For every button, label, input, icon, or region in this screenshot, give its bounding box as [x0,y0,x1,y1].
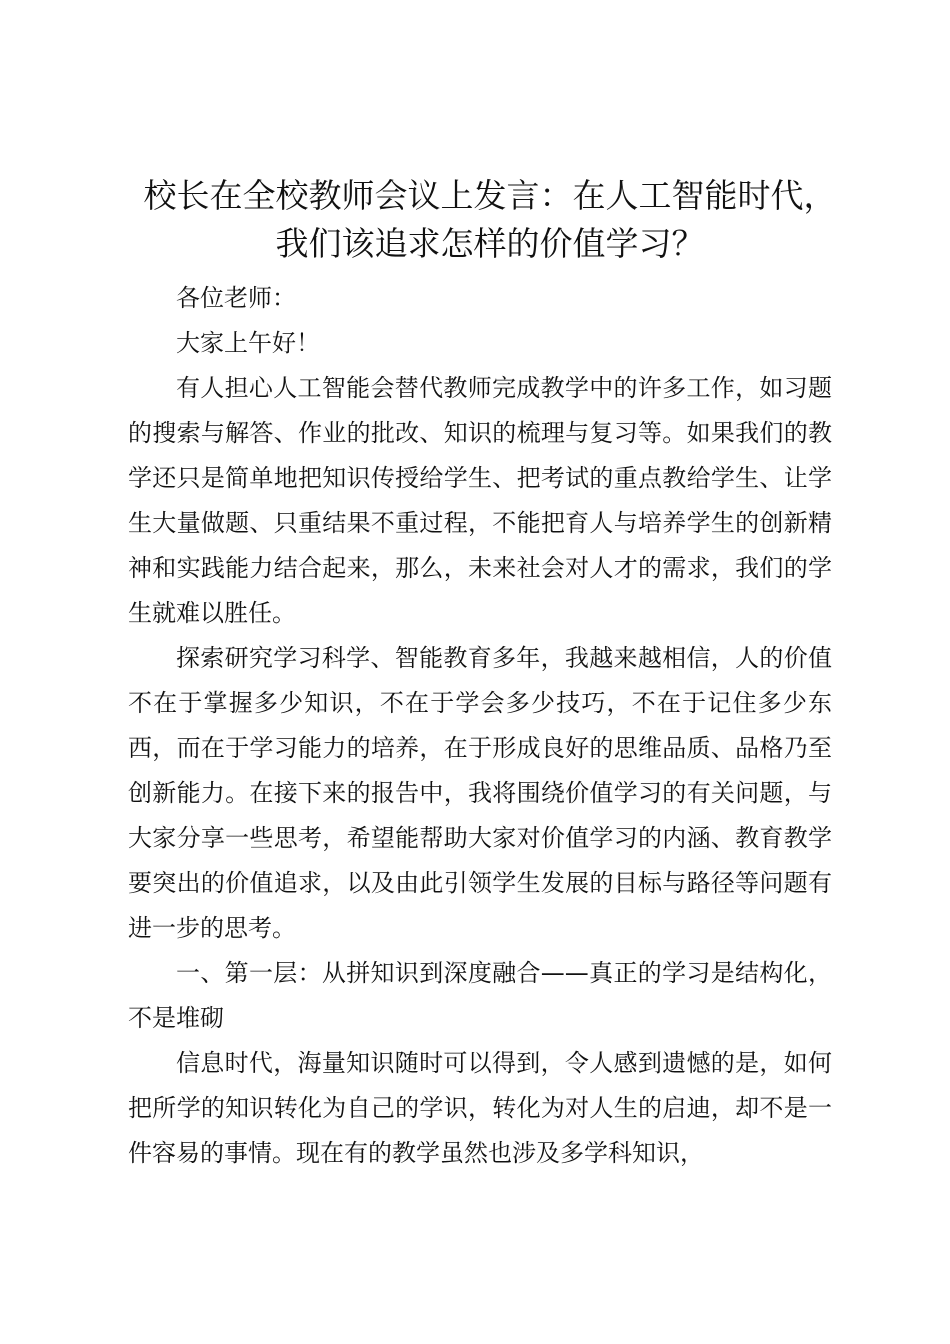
section-heading: 一、第一层：从拼知识到深度融合——真正的学习是结构化，不是堆砌 [128,959,832,1032]
paragraph: 探索研究学习科学、智能教育多年，我越来越相信，人的价值不在于掌握多少知识，不在于学会多少技巧，不在于记住多少东西，而在于学习能力的培养，在于形成良好的思维品质、品格乃至创新能力。在接下来的报告中，我将围绕价值学习的有关问题，与大家分享一些思考，希望能帮助大家对价值学习的内涵、教育教学要突出的价值追求，以及由此引领学生发展的目标与路径等问题有进一步的思考。 [128,644,832,942]
paragraph: 有人担心人工智能会替代教师完成教学中的许多工作，如习题的搜索与解答、作业的批改、知识的梳理与复习等。如果我们的教学还只是简单地把知识传授给学生、把考试的重点教给学生、让学生大量做题、只重结果不重过程，不能把育人与培养学生的创新精神和实践能力结合起来，那么，未来社会对人才的需求，我们的学生就难以胜任。 [128,374,832,627]
document-title [110,172,870,268]
salutation: 各位老师： [176,284,296,312]
title-line-2: 我们该追求怎样的价值学习？ [275,224,705,263]
paragraph: 信息时代，海量知识随时可以得到，令人感到遗憾的是，如何把所学的知识转化为自己的学识，转化为对人生的启迪，却不是一件容易的事情。现在有的教学虽然也涉及多学科知识， [128,1049,832,1167]
greeting: 大家上午好！ [176,329,320,357]
document-body [128,276,832,1176]
title-line-1: 校长在全校教师会议上发言：在人工智能时代， [143,176,837,215]
